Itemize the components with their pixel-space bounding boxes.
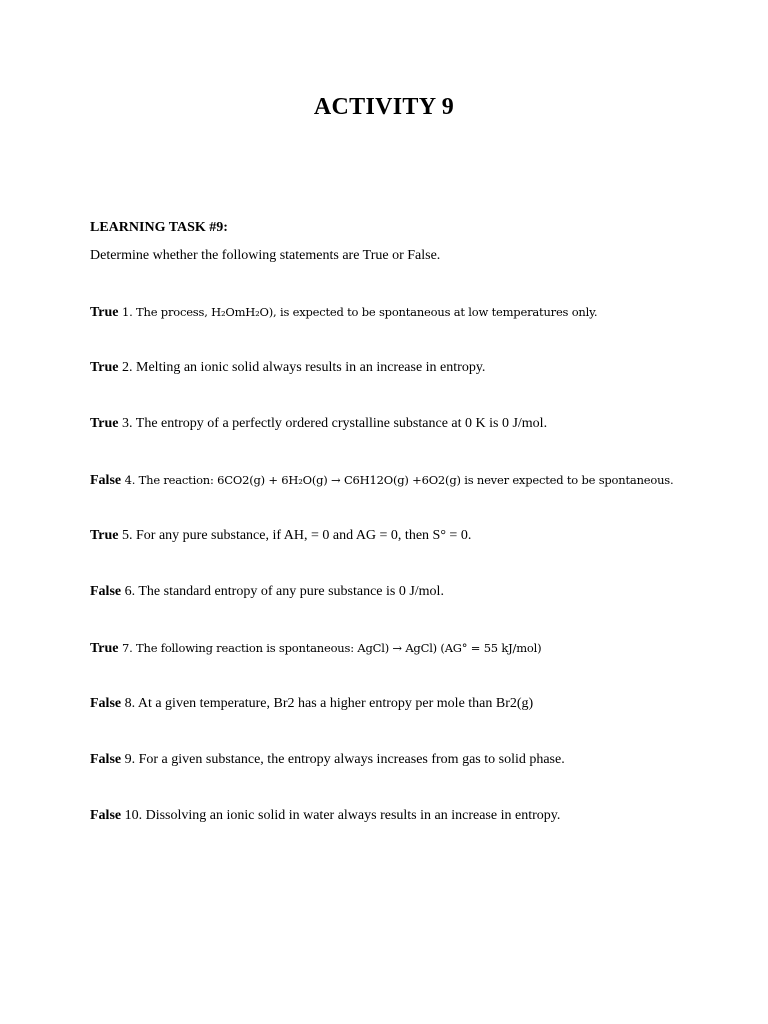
statement-1 xyxy=(90,303,597,322)
answer-label: True xyxy=(90,416,119,431)
statement-8 xyxy=(90,695,533,713)
statement-text: 10. Dissolving an ionic solid in water always results in an increase in entropy. xyxy=(124,808,561,823)
statement-text: 4. The reaction: 6CO2(g) + 6H₂O(g) → C6H12O(g) +6O2(g) is never expected to be spontaneous. xyxy=(124,473,674,487)
answer-label: False xyxy=(90,584,122,599)
statement-text: 2. Melting an ionic solid always results in an increase in entropy. xyxy=(122,360,486,375)
statement-text: 8. At a given temperature, Br2 has a higher entropy per mole than Br2(g) xyxy=(124,696,534,711)
statement-10 xyxy=(90,807,560,825)
answer-label: True xyxy=(90,528,119,543)
answer-label: True xyxy=(90,305,119,320)
statement-3 xyxy=(90,415,547,433)
statement-text: 1. The process, H₂OmH₂O), is expected to be spontaneous at low temperatures only. xyxy=(122,305,598,319)
statement-5 xyxy=(90,527,471,545)
statement-7 xyxy=(90,639,541,658)
page-title: ACTIVITY 9 xyxy=(313,94,455,120)
instructions: Determine whether the following statements are True or False. xyxy=(90,248,441,263)
statement-text: 3. The entropy of a perfectly ordered crystalline substance at 0 K is 0 J/mol. xyxy=(122,416,548,431)
task-heading: LEARNING TASK #9: xyxy=(90,220,228,235)
statement-text: 5. For any pure substance, if AH, = 0 and AG = 0, then S° = 0. xyxy=(122,528,472,543)
answer-label: True xyxy=(90,360,119,375)
statement-text: 7. The following reaction is spontaneous: AgCl) → AgCl) (AG° = 55 kJ/mol) xyxy=(122,641,542,655)
answer-label: False xyxy=(90,696,122,711)
answer-label: False xyxy=(90,808,122,823)
statement-text: 9. For a given substance, the entropy always increases from gas to solid phase. xyxy=(124,752,565,767)
answer-label: False xyxy=(90,752,122,767)
statement-9 xyxy=(90,751,565,769)
statement-4 xyxy=(90,471,673,490)
statement-text: 6. The standard entropy of any pure substance is 0 J/mol. xyxy=(124,584,444,599)
statement-6 xyxy=(90,583,444,601)
answer-label: False xyxy=(90,473,122,488)
statement-2 xyxy=(90,359,485,377)
answer-label: True xyxy=(90,641,119,656)
